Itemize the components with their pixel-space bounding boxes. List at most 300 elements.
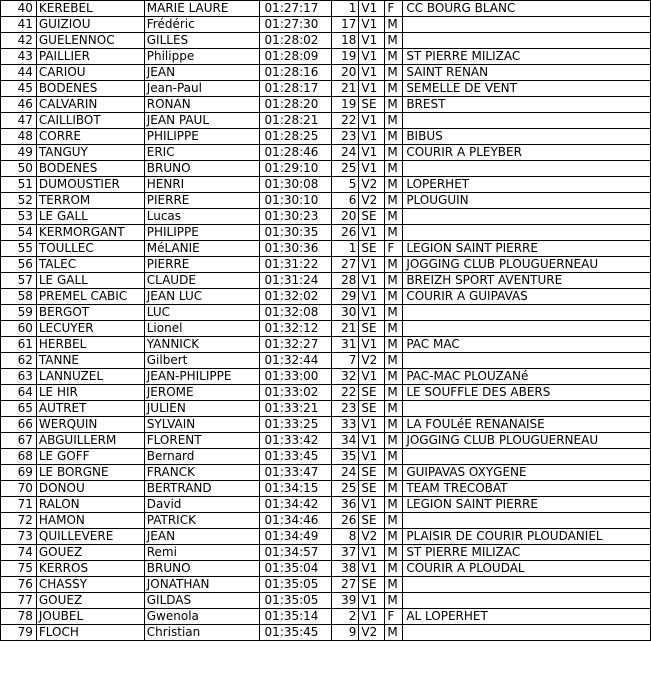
sex-cell: M bbox=[385, 209, 403, 225]
time-cell: 01:27:30 bbox=[259, 17, 332, 33]
first-name-cell: PIERRE bbox=[144, 257, 259, 273]
rank-cell: 75 bbox=[1, 561, 37, 577]
last-name-cell: CAILLIBOT bbox=[36, 113, 144, 129]
club-cell bbox=[403, 305, 651, 321]
rank-cell: 46 bbox=[1, 97, 37, 113]
rank-cell: 45 bbox=[1, 81, 37, 97]
club-cell bbox=[403, 225, 651, 241]
category-cell: V2 bbox=[359, 625, 385, 641]
last-name-cell: ABGUILLERM bbox=[36, 433, 144, 449]
table-row bbox=[1, 465, 651, 481]
sex-cell: M bbox=[385, 433, 403, 449]
category-rank-cell: 25 bbox=[332, 161, 359, 177]
last-name-cell: LE GALL bbox=[36, 273, 144, 289]
club-cell: SEMELLE DE VENT bbox=[403, 81, 651, 97]
rank-cell: 78 bbox=[1, 609, 37, 625]
club-cell bbox=[403, 209, 651, 225]
club-cell: PLAISIR DE COURIR PLOUDANIEL bbox=[403, 529, 651, 545]
last-name-cell: AUTRET bbox=[36, 401, 144, 417]
rank-cell: 59 bbox=[1, 305, 37, 321]
time-cell: 01:33:25 bbox=[259, 417, 332, 433]
club-cell bbox=[403, 449, 651, 465]
category-cell: V1 bbox=[359, 145, 385, 161]
time-cell: 01:35:05 bbox=[259, 593, 332, 609]
category-rank-cell: 9 bbox=[332, 625, 359, 641]
table-row bbox=[1, 385, 651, 401]
category-cell: V1 bbox=[359, 33, 385, 49]
rank-cell: 43 bbox=[1, 49, 37, 65]
club-cell bbox=[403, 401, 651, 417]
category-rank-cell: 39 bbox=[332, 593, 359, 609]
category-cell: V1 bbox=[359, 129, 385, 145]
sex-cell: M bbox=[385, 465, 403, 481]
last-name-cell: CORRE bbox=[36, 129, 144, 145]
last-name-cell: CALVARIN bbox=[36, 97, 144, 113]
category-rank-cell: 36 bbox=[332, 497, 359, 513]
last-name-cell: LE GALL bbox=[36, 209, 144, 225]
table-row bbox=[1, 481, 651, 497]
time-cell: 01:31:24 bbox=[259, 273, 332, 289]
time-cell: 01:32:12 bbox=[259, 321, 332, 337]
category-cell: V1 bbox=[359, 161, 385, 177]
table-row bbox=[1, 145, 651, 161]
first-name-cell: YANNICK bbox=[144, 337, 259, 353]
sex-cell: M bbox=[385, 193, 403, 209]
club-cell bbox=[403, 17, 651, 33]
table-row bbox=[1, 417, 651, 433]
last-name-cell: WERQUIN bbox=[36, 417, 144, 433]
rank-cell: 62 bbox=[1, 353, 37, 369]
first-name-cell: MARIE LAURE bbox=[144, 1, 259, 17]
sex-cell: M bbox=[385, 305, 403, 321]
table-row bbox=[1, 177, 651, 193]
category-rank-cell: 21 bbox=[332, 321, 359, 337]
first-name-cell: BRUNO bbox=[144, 161, 259, 177]
last-name-cell: KEREBEL bbox=[36, 1, 144, 17]
results-body bbox=[1, 1, 651, 641]
last-name-cell: LE GOFF bbox=[36, 449, 144, 465]
first-name-cell: Bernard bbox=[144, 449, 259, 465]
table-row bbox=[1, 625, 651, 641]
time-cell: 01:27:17 bbox=[259, 1, 332, 17]
sex-cell: M bbox=[385, 257, 403, 273]
time-cell: 01:31:22 bbox=[259, 257, 332, 273]
first-name-cell: FRANCK bbox=[144, 465, 259, 481]
category-rank-cell: 25 bbox=[332, 481, 359, 497]
table-row bbox=[1, 609, 651, 625]
sex-cell: M bbox=[385, 273, 403, 289]
time-cell: 01:34:15 bbox=[259, 481, 332, 497]
rank-cell: 57 bbox=[1, 273, 37, 289]
time-cell: 01:35:04 bbox=[259, 561, 332, 577]
time-cell: 01:28:09 bbox=[259, 49, 332, 65]
category-rank-cell: 34 bbox=[332, 433, 359, 449]
category-cell: SE bbox=[359, 481, 385, 497]
table-row bbox=[1, 353, 651, 369]
category-rank-cell: 17 bbox=[332, 17, 359, 33]
rank-cell: 70 bbox=[1, 481, 37, 497]
category-cell: V1 bbox=[359, 497, 385, 513]
table-row bbox=[1, 1, 651, 17]
category-rank-cell: 30 bbox=[332, 305, 359, 321]
first-name-cell: PIERRE bbox=[144, 193, 259, 209]
club-cell: BREST bbox=[403, 97, 651, 113]
rank-cell: 40 bbox=[1, 1, 37, 17]
time-cell: 01:32:08 bbox=[259, 305, 332, 321]
time-cell: 01:30:35 bbox=[259, 225, 332, 241]
first-name-cell: JEAN bbox=[144, 65, 259, 81]
rank-cell: 41 bbox=[1, 17, 37, 33]
last-name-cell: GUIZIOU bbox=[36, 17, 144, 33]
club-cell: LOPERHET bbox=[403, 177, 651, 193]
last-name-cell: TERROM bbox=[36, 193, 144, 209]
first-name-cell: JEAN bbox=[144, 529, 259, 545]
club-cell: LEGION SAINT PIERRE bbox=[403, 497, 651, 513]
category-rank-cell: 2 bbox=[332, 609, 359, 625]
club-cell: ST PIERRE MILIZAC bbox=[403, 49, 651, 65]
club-cell: COURIR A PLOUDAL bbox=[403, 561, 651, 577]
category-cell: SE bbox=[359, 385, 385, 401]
sex-cell: M bbox=[385, 161, 403, 177]
sex-cell: M bbox=[385, 177, 403, 193]
time-cell: 01:34:57 bbox=[259, 545, 332, 561]
time-cell: 01:30:08 bbox=[259, 177, 332, 193]
category-cell: SE bbox=[359, 577, 385, 593]
sex-cell: M bbox=[385, 593, 403, 609]
time-cell: 01:34:46 bbox=[259, 513, 332, 529]
rank-cell: 69 bbox=[1, 465, 37, 481]
club-cell bbox=[403, 625, 651, 641]
table-row bbox=[1, 129, 651, 145]
rank-cell: 54 bbox=[1, 225, 37, 241]
category-rank-cell: 22 bbox=[332, 385, 359, 401]
rank-cell: 58 bbox=[1, 289, 37, 305]
last-name-cell: RALON bbox=[36, 497, 144, 513]
last-name-cell: DONOU bbox=[36, 481, 144, 497]
category-rank-cell: 22 bbox=[332, 113, 359, 129]
last-name-cell: DUMOUSTIER bbox=[36, 177, 144, 193]
sex-cell: M bbox=[385, 577, 403, 593]
first-name-cell: FLORENT bbox=[144, 433, 259, 449]
time-cell: 01:29:10 bbox=[259, 161, 332, 177]
table-row bbox=[1, 497, 651, 513]
club-cell: LE SOUFFLE DES ABERS bbox=[403, 385, 651, 401]
category-rank-cell: 24 bbox=[332, 465, 359, 481]
table-row bbox=[1, 289, 651, 305]
category-cell: V1 bbox=[359, 289, 385, 305]
club-cell: CC BOURG BLANC bbox=[403, 1, 651, 17]
rank-cell: 52 bbox=[1, 193, 37, 209]
sex-cell: M bbox=[385, 353, 403, 369]
category-cell: SE bbox=[359, 97, 385, 113]
first-name-cell: BERTRAND bbox=[144, 481, 259, 497]
category-rank-cell: 21 bbox=[332, 81, 359, 97]
first-name-cell: PATRICK bbox=[144, 513, 259, 529]
club-cell bbox=[403, 353, 651, 369]
category-cell: V1 bbox=[359, 369, 385, 385]
club-cell bbox=[403, 513, 651, 529]
table-row bbox=[1, 209, 651, 225]
rank-cell: 74 bbox=[1, 545, 37, 561]
table-row bbox=[1, 545, 651, 561]
rank-cell: 71 bbox=[1, 497, 37, 513]
category-cell: V1 bbox=[359, 545, 385, 561]
club-cell bbox=[403, 577, 651, 593]
table-row bbox=[1, 225, 651, 241]
category-rank-cell: 32 bbox=[332, 369, 359, 385]
table-row bbox=[1, 305, 651, 321]
last-name-cell: TALEC bbox=[36, 257, 144, 273]
first-name-cell: CLAUDE bbox=[144, 273, 259, 289]
time-cell: 01:30:10 bbox=[259, 193, 332, 209]
last-name-cell: LE HIR bbox=[36, 385, 144, 401]
rank-cell: 50 bbox=[1, 161, 37, 177]
last-name-cell: LE BORGNE bbox=[36, 465, 144, 481]
time-cell: 01:30:36 bbox=[259, 241, 332, 257]
category-cell: SE bbox=[359, 465, 385, 481]
category-rank-cell: 19 bbox=[332, 49, 359, 65]
category-cell: V1 bbox=[359, 1, 385, 17]
sex-cell: M bbox=[385, 497, 403, 513]
table-row bbox=[1, 17, 651, 33]
sex-cell: M bbox=[385, 625, 403, 641]
category-rank-cell: 28 bbox=[332, 273, 359, 289]
club-cell: PLOUGUIN bbox=[403, 193, 651, 209]
table-row bbox=[1, 513, 651, 529]
category-rank-cell: 24 bbox=[332, 145, 359, 161]
category-rank-cell: 29 bbox=[332, 289, 359, 305]
first-name-cell: Lucas bbox=[144, 209, 259, 225]
club-cell: JOGGING CLUB PLOUGUERNEAU bbox=[403, 433, 651, 449]
first-name-cell: MéLANIE bbox=[144, 241, 259, 257]
category-cell: V1 bbox=[359, 449, 385, 465]
rank-cell: 67 bbox=[1, 433, 37, 449]
club-cell: COURIR A GUIPAVAS bbox=[403, 289, 651, 305]
sex-cell: F bbox=[385, 1, 403, 17]
first-name-cell: JEROME bbox=[144, 385, 259, 401]
time-cell: 01:33:00 bbox=[259, 369, 332, 385]
first-name-cell: Frédéric bbox=[144, 17, 259, 33]
table-row bbox=[1, 193, 651, 209]
sex-cell: M bbox=[385, 321, 403, 337]
category-rank-cell: 35 bbox=[332, 449, 359, 465]
first-name-cell: Gwenola bbox=[144, 609, 259, 625]
rank-cell: 61 bbox=[1, 337, 37, 353]
first-name-cell: HENRI bbox=[144, 177, 259, 193]
club-cell bbox=[403, 161, 651, 177]
table-row bbox=[1, 593, 651, 609]
time-cell: 01:32:02 bbox=[259, 289, 332, 305]
rank-cell: 72 bbox=[1, 513, 37, 529]
club-cell: BIBUS bbox=[403, 129, 651, 145]
time-cell: 01:28:25 bbox=[259, 129, 332, 145]
first-name-cell: Jean-Paul bbox=[144, 81, 259, 97]
time-cell: 01:33:45 bbox=[259, 449, 332, 465]
rank-cell: 76 bbox=[1, 577, 37, 593]
category-rank-cell: 20 bbox=[332, 209, 359, 225]
rank-cell: 68 bbox=[1, 449, 37, 465]
club-cell: AL LOPERHET bbox=[403, 609, 651, 625]
category-cell: V1 bbox=[359, 49, 385, 65]
time-cell: 01:35:45 bbox=[259, 625, 332, 641]
sex-cell: M bbox=[385, 561, 403, 577]
rank-cell: 49 bbox=[1, 145, 37, 161]
category-rank-cell: 20 bbox=[332, 65, 359, 81]
first-name-cell: Philippe bbox=[144, 49, 259, 65]
table-row bbox=[1, 81, 651, 97]
category-rank-cell: 18 bbox=[332, 33, 359, 49]
category-rank-cell: 38 bbox=[332, 561, 359, 577]
category-rank-cell: 33 bbox=[332, 417, 359, 433]
sex-cell: F bbox=[385, 609, 403, 625]
category-cell: V1 bbox=[359, 433, 385, 449]
category-rank-cell: 26 bbox=[332, 513, 359, 529]
last-name-cell: GOUEZ bbox=[36, 593, 144, 609]
category-cell: V2 bbox=[359, 177, 385, 193]
first-name-cell: BRUNO bbox=[144, 561, 259, 577]
sex-cell: M bbox=[385, 33, 403, 49]
category-rank-cell: 6 bbox=[332, 193, 359, 209]
time-cell: 01:28:20 bbox=[259, 97, 332, 113]
last-name-cell: PREMEL CABIC bbox=[36, 289, 144, 305]
sex-cell: M bbox=[385, 481, 403, 497]
category-cell: V1 bbox=[359, 273, 385, 289]
last-name-cell: GOUEZ bbox=[36, 545, 144, 561]
category-rank-cell: 5 bbox=[332, 177, 359, 193]
time-cell: 01:33:21 bbox=[259, 401, 332, 417]
sex-cell: M bbox=[385, 449, 403, 465]
category-rank-cell: 26 bbox=[332, 225, 359, 241]
category-cell: V1 bbox=[359, 593, 385, 609]
club-cell: SAINT RENAN bbox=[403, 65, 651, 81]
category-cell: V1 bbox=[359, 225, 385, 241]
time-cell: 01:30:23 bbox=[259, 209, 332, 225]
time-cell: 01:33:02 bbox=[259, 385, 332, 401]
sex-cell: M bbox=[385, 145, 403, 161]
last-name-cell: TOULLEC bbox=[36, 241, 144, 257]
last-name-cell: BODENES bbox=[36, 161, 144, 177]
time-cell: 01:28:46 bbox=[259, 145, 332, 161]
first-name-cell: GILDAS bbox=[144, 593, 259, 609]
category-cell: SE bbox=[359, 241, 385, 257]
sex-cell: M bbox=[385, 401, 403, 417]
sex-cell: M bbox=[385, 513, 403, 529]
category-cell: V2 bbox=[359, 193, 385, 209]
table-row bbox=[1, 65, 651, 81]
first-name-cell: JONATHAN bbox=[144, 577, 259, 593]
rank-cell: 64 bbox=[1, 385, 37, 401]
last-name-cell: QUILLEVERE bbox=[36, 529, 144, 545]
table-row bbox=[1, 273, 651, 289]
last-name-cell: KERMORGANT bbox=[36, 225, 144, 241]
sex-cell: M bbox=[385, 17, 403, 33]
sex-cell: M bbox=[385, 545, 403, 561]
category-cell: V1 bbox=[359, 609, 385, 625]
last-name-cell: KERROS bbox=[36, 561, 144, 577]
rank-cell: 73 bbox=[1, 529, 37, 545]
rank-cell: 42 bbox=[1, 33, 37, 49]
category-cell: V1 bbox=[359, 417, 385, 433]
rank-cell: 65 bbox=[1, 401, 37, 417]
last-name-cell: BERGOT bbox=[36, 305, 144, 321]
last-name-cell: HAMON bbox=[36, 513, 144, 529]
table-row bbox=[1, 161, 651, 177]
sex-cell: M bbox=[385, 97, 403, 113]
category-rank-cell: 23 bbox=[332, 401, 359, 417]
table-row bbox=[1, 97, 651, 113]
sex-cell: M bbox=[385, 49, 403, 65]
sex-cell: M bbox=[385, 225, 403, 241]
time-cell: 01:34:42 bbox=[259, 497, 332, 513]
time-cell: 01:33:47 bbox=[259, 465, 332, 481]
club-cell: JOGGING CLUB PLOUGUERNEAU bbox=[403, 257, 651, 273]
club-cell bbox=[403, 113, 651, 129]
category-cell: V1 bbox=[359, 305, 385, 321]
category-cell: V1 bbox=[359, 561, 385, 577]
table-row bbox=[1, 33, 651, 49]
time-cell: 01:33:42 bbox=[259, 433, 332, 449]
first-name-cell: PHILIPPE bbox=[144, 225, 259, 241]
sex-cell: M bbox=[385, 385, 403, 401]
last-name-cell: GUELENNOC bbox=[36, 33, 144, 49]
first-name-cell: LUC bbox=[144, 305, 259, 321]
table-row bbox=[1, 321, 651, 337]
club-cell: BREIZH SPORT AVENTURE bbox=[403, 273, 651, 289]
last-name-cell: FLOCH bbox=[36, 625, 144, 641]
last-name-cell: HERBEL bbox=[36, 337, 144, 353]
time-cell: 01:35:05 bbox=[259, 577, 332, 593]
rank-cell: 47 bbox=[1, 113, 37, 129]
club-cell: LA FOULéE RENANAISE bbox=[403, 417, 651, 433]
time-cell: 01:28:16 bbox=[259, 65, 332, 81]
category-rank-cell: 31 bbox=[332, 337, 359, 353]
category-cell: V2 bbox=[359, 529, 385, 545]
table-row bbox=[1, 577, 651, 593]
sex-cell: F bbox=[385, 241, 403, 257]
category-cell: V1 bbox=[359, 257, 385, 273]
category-cell: V2 bbox=[359, 353, 385, 369]
rank-cell: 44 bbox=[1, 65, 37, 81]
category-rank-cell: 23 bbox=[332, 129, 359, 145]
category-cell: SE bbox=[359, 513, 385, 529]
club-cell: TEAM TRECOBAT bbox=[403, 481, 651, 497]
table-row bbox=[1, 401, 651, 417]
category-cell: SE bbox=[359, 321, 385, 337]
first-name-cell: PHILIPPE bbox=[144, 129, 259, 145]
category-cell: V1 bbox=[359, 17, 385, 33]
last-name-cell: LANNUZEL bbox=[36, 369, 144, 385]
rank-cell: 66 bbox=[1, 417, 37, 433]
category-rank-cell: 7 bbox=[332, 353, 359, 369]
time-cell: 01:28:02 bbox=[259, 33, 332, 49]
club-cell: GUIPAVAS OXYGENE bbox=[403, 465, 651, 481]
club-cell: PAC MAC bbox=[403, 337, 651, 353]
category-rank-cell: 37 bbox=[332, 545, 359, 561]
club-cell: LEGION SAINT PIERRE bbox=[403, 241, 651, 257]
rank-cell: 79 bbox=[1, 625, 37, 641]
category-rank-cell: 8 bbox=[332, 529, 359, 545]
sex-cell: M bbox=[385, 337, 403, 353]
time-cell: 01:32:44 bbox=[259, 353, 332, 369]
table-row bbox=[1, 433, 651, 449]
table-row bbox=[1, 113, 651, 129]
club-cell bbox=[403, 593, 651, 609]
category-rank-cell: 1 bbox=[332, 1, 359, 17]
category-cell: SE bbox=[359, 401, 385, 417]
category-cell: V1 bbox=[359, 81, 385, 97]
last-name-cell: CHASSY bbox=[36, 577, 144, 593]
table-row bbox=[1, 241, 651, 257]
